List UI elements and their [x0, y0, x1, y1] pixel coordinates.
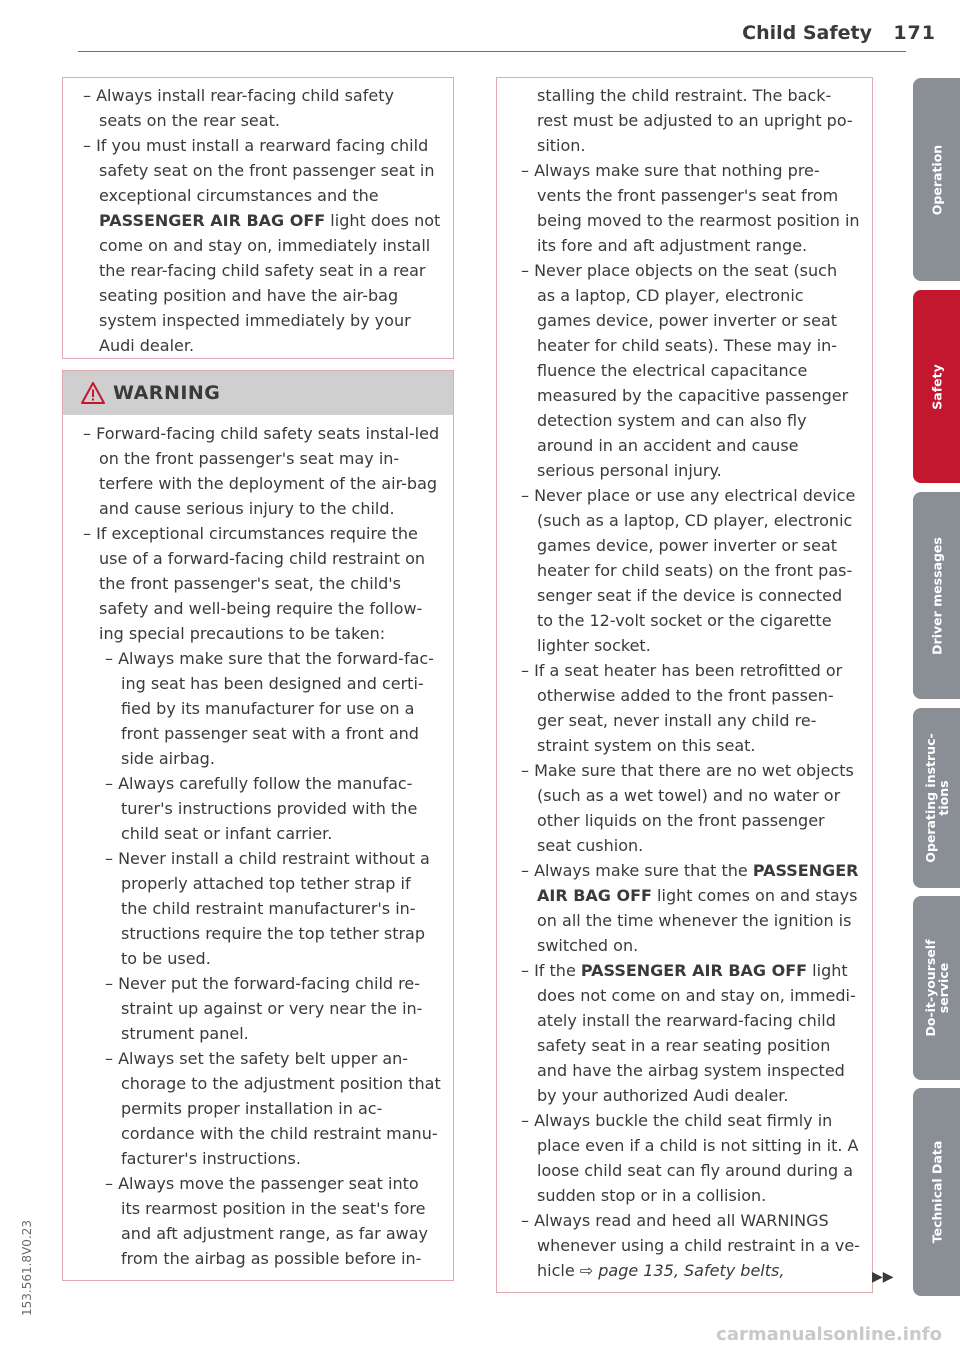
header-rule: [78, 51, 906, 52]
page-reference-link[interactable]: ⇨ page 135, Safety belts,: [579, 1261, 785, 1280]
list-item: – Never place or use any electrical device (such as a laptop, CD player, electronic games device, power inverter or seat heater for child seats) on the front pas-senger seat if the device is connected to the 12-volt socket or the cigarette lighter socket.: [521, 486, 856, 655]
list-item: – Always set the safety belt upper an-chorage to the adjustment position that permits proper installation in ac-cordance with the child restraint manu-facturer's instructions.: [105, 1049, 441, 1168]
warning-triangle-icon: [81, 382, 105, 404]
info-box: [62, 77, 454, 359]
list-item: – Always buckle the child seat firmly in place even if a child is not sitting in it. A loose child seat can fly around during a sudden stop or in a collision.: [521, 1111, 859, 1205]
list-item: – If you must install a rearward facing child safety seat on the front passenger seat in exceptional circumstances and the PASSENGER AIR BAG OFF light does not come on and stay on, immediately install the rear-facing child safety seat in a rear seating position and have the air-bag system inspected immediately by your Audi dealer.: [83, 136, 441, 355]
side-tab-driver-messages[interactable]: Driver messages: [913, 492, 960, 699]
list-item: – Never put the forward-facing child re-straint up against or very near the in-strument panel.: [105, 974, 423, 1043]
warning-title: WARNING: [113, 382, 221, 404]
side-tab-safety[interactable]: Safety: [913, 290, 960, 483]
list-item: – Always carefully follow the manufac-turer's instructions provided with the child seat or infant carrier.: [105, 774, 418, 843]
list-item: – Never install a child restraint without a properly attached top tether strap if the child restraint manufacturer's in-structions require the top tether strap to be used.: [105, 849, 430, 968]
side-tab-technical-data[interactable]: Technical Data: [913, 1088, 960, 1296]
list-item: – Forward-facing child safety seats instal-led on the front passenger's seat may in-terfere with the deployment of the air-bag and cause serious injury to the child.: [83, 424, 440, 518]
document-code: 153.561.8V0.23: [20, 1220, 34, 1316]
list-item: – Always make sure that nothing pre-vents the front passenger's seat from being moved to the rearmost position in its fore and aft adjustment range.: [521, 161, 860, 255]
watermark: carmanualsonline.info: [716, 1324, 942, 1345]
side-tab-do-it-yourself-service[interactable]: Do-it-yourself service: [913, 896, 960, 1080]
list-item: – Always move the passenger seat into its rearmost position in the seat's fore and aft adjustment range, as far away from the airbag as possible before in-: [105, 1174, 428, 1268]
side-tab-operation[interactable]: Operation: [913, 78, 960, 281]
list-item: – Always make sure that the forward-fac-ing seat has been designed and certi-fied by its manufacturer for use on a front passenger seat with a front and side airbag.: [105, 649, 434, 768]
warning-body: [63, 415, 453, 1271]
list-item: – Always make sure that the PASSENGER AIR BAG OFF light comes on and stays on all the time whenever the ignition is switched on.: [521, 861, 859, 955]
warning-continuation-box: [496, 77, 873, 1293]
list-item: – Make sure that there are no wet objects (such as a wet towel) and no water or other liquids on the front passenger seat cushion.: [521, 761, 854, 855]
side-tab-operating-instructions[interactable]: Operating instruc- tions: [913, 708, 960, 888]
list-item: – If exceptional circumstances require the use of a forward-facing child restraint on the front passenger's seat, the child's safety and well-being require the follow-ing special precautions to be taken:: [83, 524, 425, 643]
continued-text: stalling the child restraint. The back-rest must be adjusted to an upright po-sition.: [537, 86, 853, 155]
warning-box: [62, 370, 454, 1281]
list-item: – If the PASSENGER AIR BAG OFF light does not come on and stay on, immedi-ately install the rearward-facing child safety seat in a rear seating position and have the airbag system inspected by your authorized Audi dealer.: [521, 961, 856, 1105]
warning-header: [63, 371, 453, 415]
list-item: – Always read and heed all WARNINGS whenever using a child restraint in a ve-hicle ⇨ page 135, Safety belts,: [521, 1211, 860, 1280]
list-item: – If a seat heater has been retrofitted or otherwise added to the front passen-ger seat, never install any child re-straint system on this seat.: [521, 661, 843, 755]
continue-arrow-icon: ▶▶: [872, 1269, 894, 1285]
page-title: Child Safety: [742, 22, 872, 44]
page-number: 171: [893, 22, 936, 44]
list-item: – Always install rear-facing child safety seats on the rear seat.: [83, 86, 394, 130]
list-item: – Never place objects on the seat (such as a laptop, CD player, electronic games device, power inverter or seat heater for child seats). These may in-fluence the electrical capacitance measured by the capacitive passenger detection system and can also fly around in an accident and cause serious personal injury.: [521, 261, 849, 480]
